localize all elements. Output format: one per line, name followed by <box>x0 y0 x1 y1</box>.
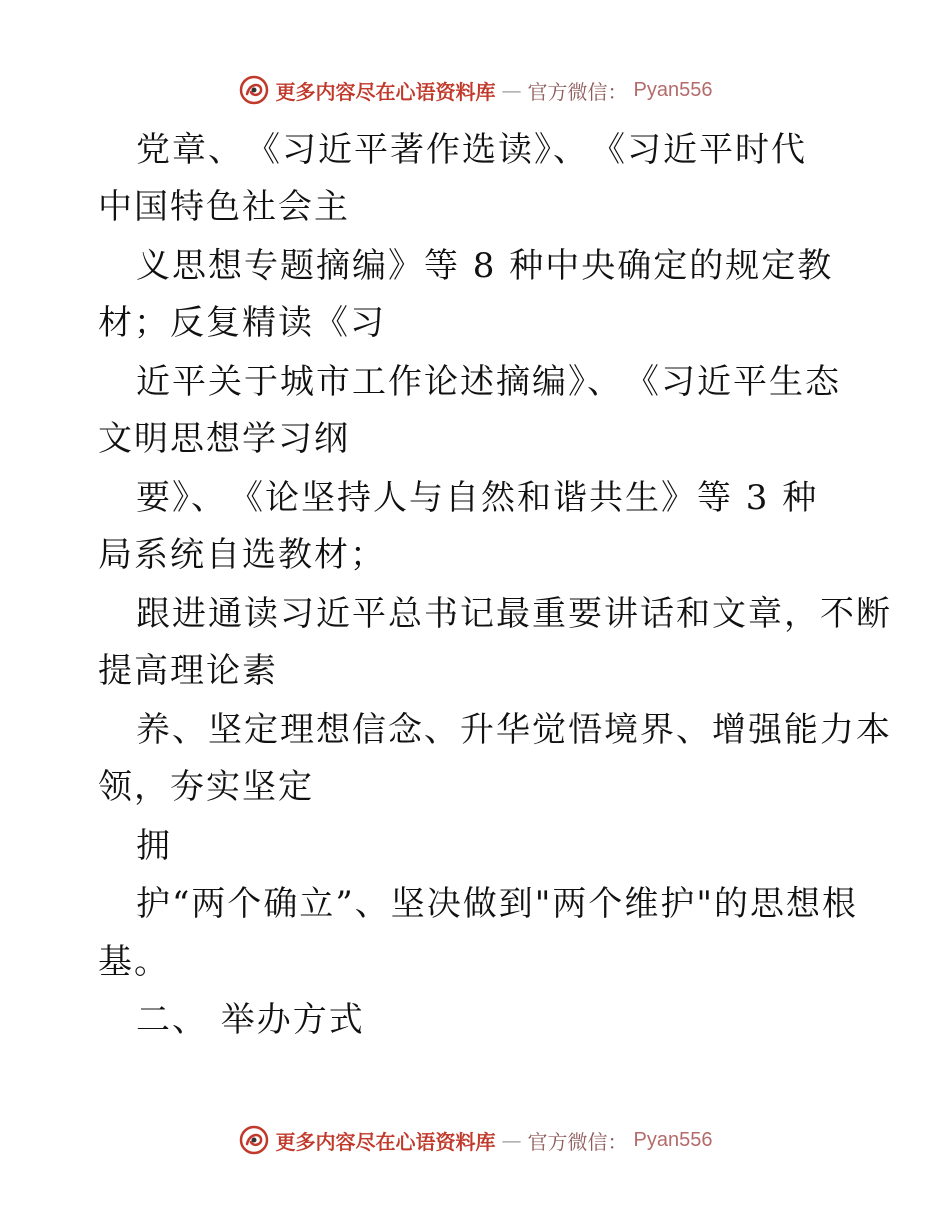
text-line: 材；反复精读《习 <box>98 303 386 343</box>
text-line: 近平关于城市工作论述摘编》、 《习近平生态 <box>136 362 841 402</box>
footer-watermark <box>0 1120 950 1160</box>
section-heading: 二、 举办方式 <box>136 1000 365 1040</box>
text-line: 护“两个确立”、坚决做到"两个维护"的思想根 <box>136 884 859 924</box>
text-line: 基。 <box>98 942 170 982</box>
text-line: 养、坚定理想信念、升华觉悟境界、增强能力本 <box>136 710 892 750</box>
wechat-label: 官方微信： <box>527 79 628 104</box>
wechat-label: 官方微信： <box>527 1129 628 1154</box>
text-line: 要》、 《论坚持人与自然和谐共生》等 3 种 <box>136 478 819 518</box>
promo-text: 更多内容尽在心语资料库 <box>275 1129 496 1154</box>
separator-dash: — <box>501 78 522 102</box>
separator-dash: — <box>501 1128 522 1152</box>
wechat-id: Pyan556 <box>633 1128 713 1151</box>
wechat-id: Pyan556 <box>633 78 713 101</box>
text-line: 领，夯实坚定 <box>98 767 314 807</box>
text-line: 提高理论素 <box>98 651 278 691</box>
text-line: 文明思想学习纲 <box>98 419 350 459</box>
text-line: 中国特色社会主 <box>98 187 350 227</box>
text-line: 义思想专题摘编》等 8 种中央确定的规定教 <box>136 246 834 286</box>
text-line: 拥 <box>136 826 172 866</box>
promo-text: 更多内容尽在心语资料库 <box>275 79 496 104</box>
text-line: 跟进通读习近平总书记最重要讲话和文章，不断 <box>136 594 892 634</box>
flower-swirl-icon <box>238 74 270 106</box>
header-watermark <box>0 70 950 110</box>
text-line: 党章、 《习近平著作选读》、 《习近平时代 <box>136 130 807 170</box>
text-line: 局系统自选教材； <box>98 535 386 575</box>
flower-swirl-icon <box>238 1124 270 1156</box>
